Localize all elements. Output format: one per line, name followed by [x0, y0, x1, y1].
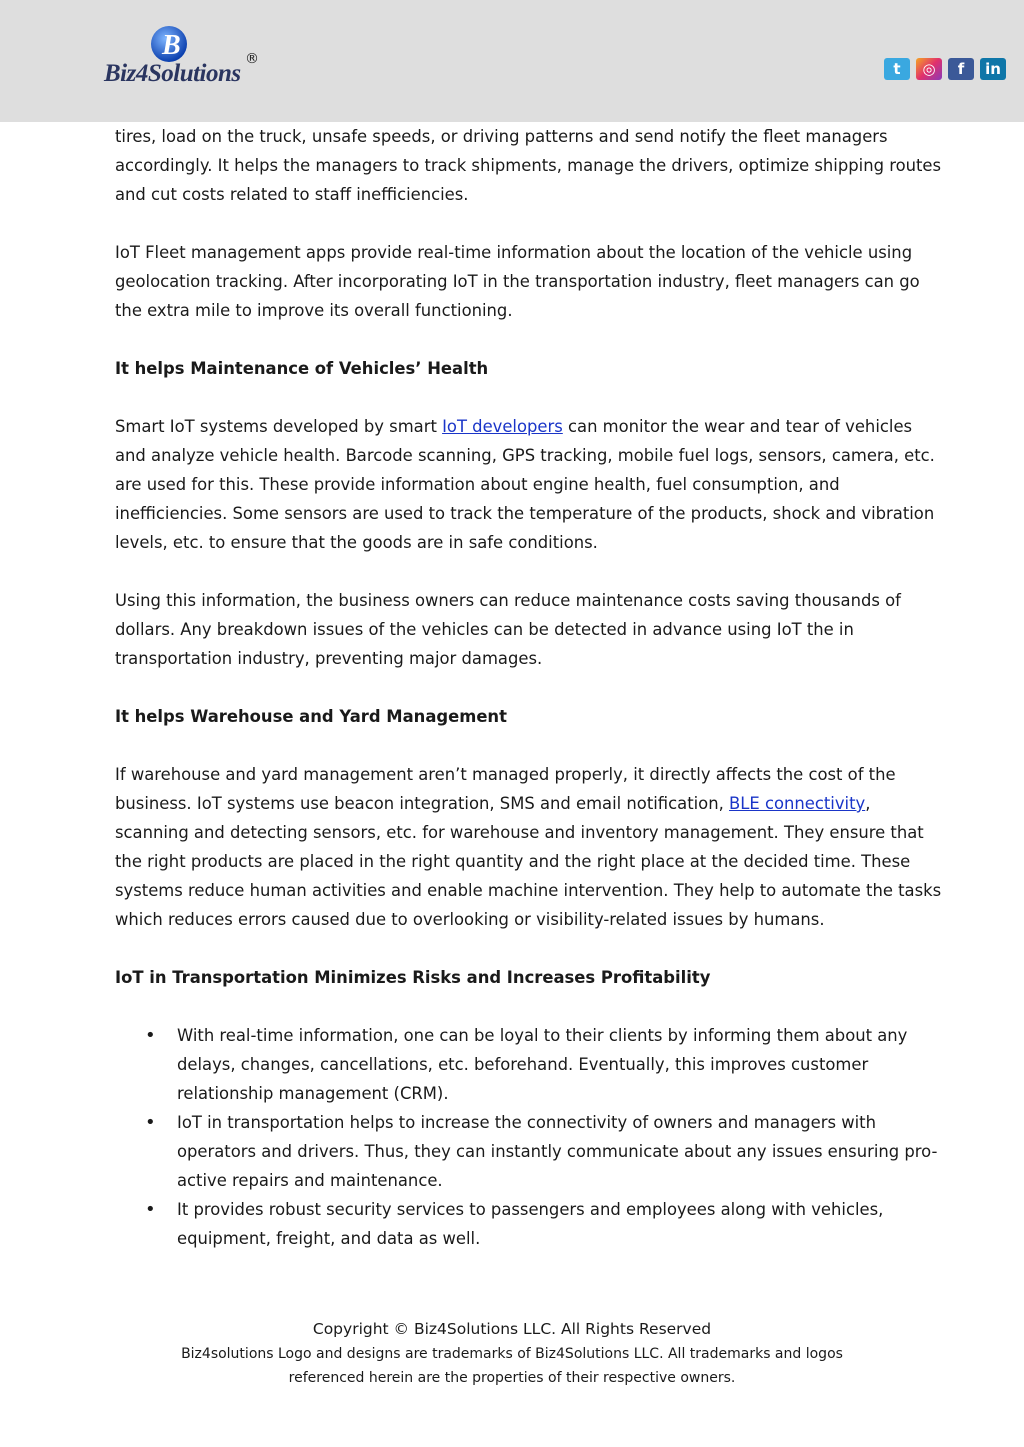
iot-developers-link[interactable]: IoT developers — [442, 417, 563, 436]
logo-wordmark: Biz4Solutions — [104, 60, 241, 87]
list-item: • IoT in transportation helps to increase the connectivity of owners and managers with operators and drivers. Thus, they can instantly communicate about any issues ensuring pro-active repairs and maintenance. — [177, 1108, 945, 1195]
heading-warehouse: It helps Warehouse and Yard Management — [115, 707, 507, 726]
ble-connectivity-link[interactable]: BLE connectivity — [729, 794, 866, 813]
page-header — [0, 0, 1024, 122]
list-item: • With real-time information, one can be loyal to their clients by informing them about any delays, changes, cancellations, etc. beforehand. Eventually, this improves customer relationship management (CRM). — [177, 1021, 945, 1108]
paragraph-text: Smart IoT systems developed by smart — [115, 417, 443, 436]
document-body — [115, 122, 945, 1253]
logo-globe-icon — [104, 24, 264, 64]
paragraph-smart-iot — [115, 412, 945, 557]
trademark-line: referenced herein are the properties of their respective owners. — [288, 1370, 736, 1386]
page-footer — [0, 1317, 1024, 1390]
linkedin-icon[interactable]: in — [980, 58, 1006, 80]
trademark-line: Biz4solutions Logo and designs are trademarks of Biz4Solutions LLC. All trademarks and logos — [181, 1346, 843, 1362]
list-item: • It provides robust security services to passengers and employees along with vehicles, equipment, freight, and data as well. — [177, 1195, 945, 1253]
social-links — [884, 58, 1006, 80]
paragraph-maintenance-costs: Using this information, the business owners can reduce maintenance costs saving thousands of dollars. Any breakdown issues of the vehicles can be detected in advance using IoT the in transportation industry, preventing major damages. — [115, 591, 901, 668]
paragraph-warehouse — [115, 760, 945, 934]
svg-text:B: B — [162, 30, 181, 61]
registered-mark: ® — [245, 51, 259, 67]
paragraph-text: If warehouse and yard management aren’t managed properly, it directly affects the cost of the business. IoT systems use beacon integration, SMS and email notification, — [115, 765, 896, 813]
twitter-icon[interactable]: t — [884, 58, 910, 80]
paragraph-text: , scanning and detecting sensors, etc. for warehouse and inventory management. They ensure that the right products are placed in the right quantity and the right place at the decided time. These systems reduce human activities and enable machine intervention. They help to automate the tasks which reduces errors caused due to overlooking or visibility-related issues by humans. — [115, 794, 942, 929]
paragraph-fleet-apps: IoT Fleet management apps provide real-time information about the location of the vehicle using geolocation tracking. After incorporating IoT in the transportation industry, fleet managers can go the extra mile to improve its overall functioning. — [115, 243, 920, 320]
facebook-icon[interactable]: f — [948, 58, 974, 80]
heading-risks-profitability: IoT in Transportation Minimizes Risks and Increases Profitability — [115, 968, 711, 987]
instagram-icon[interactable]: ◎ — [916, 58, 942, 80]
heading-vehicle-health: It helps Maintenance of Vehicles’ Health — [115, 359, 489, 378]
copyright-line: Copyright © Biz4Solutions LLC. All Rights Reserved — [312, 1320, 712, 1338]
company-logo[interactable] — [104, 24, 264, 94]
paragraph-fleet-managers: tires, load on the truck, unsafe speeds, or driving patterns and send notify the fleet managers accordingly. It helps the managers to track shipments, manage the drivers, optimize shipping routes and cut costs related to staff inefficiencies. — [115, 127, 942, 204]
bullet-list — [115, 1021, 945, 1253]
paragraph-text: can monitor the wear and tear of vehicles and analyze vehicle health. Barcode scanning, GPS tracking, mobile fuel logs, sensors, camera, etc. are used for this. These provide information about engine health, fuel consumption, and inefficiencies. Some sensors are used to track the temperature of the products, shock and vibration levels, etc. to ensure that the goods are in safe conditions. — [115, 417, 935, 552]
